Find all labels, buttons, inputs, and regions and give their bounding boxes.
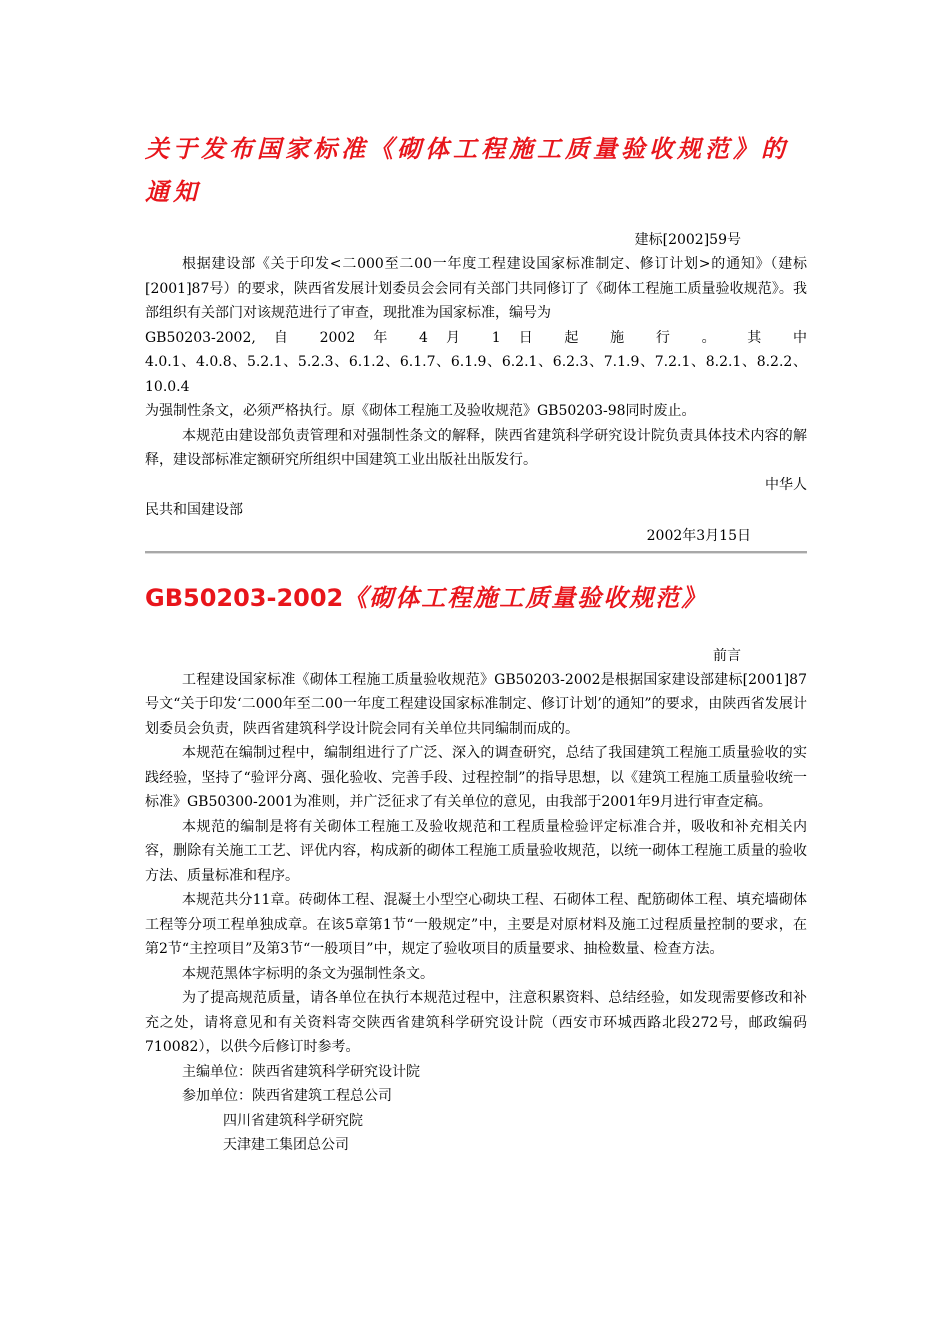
- notice-title: [145, 128, 807, 214]
- preface-paragraph: 为了提高规范质量，请各单位在执行本规范过程中，注意积累资料、总结经验，如发现需要修改和补充之处，请将意见和有关资料寄交陕西省建筑科学研究设计院（西安市环城西路北段272号，邮政编码710082），以供今后修订时参考。: [145, 990, 807, 1055]
- document-page: [145, 128, 807, 1158]
- preface-paragraph: 本规范黑体字标明的条文为强制性条文。: [182, 965, 434, 982]
- participating-unit-item: 天津建工集团总公司: [223, 1137, 349, 1153]
- signer-right: 中华人: [765, 476, 807, 493]
- preface-heading: 前言: [713, 647, 741, 664]
- preface-paragraph: 本规范的编制是将有关砌体工程施工及验收规范和工程质量检验评定标准合并，吸收和补充相关内容，删除有关施工工艺、评优内容，构成新的砌体工程施工质量验收规范，以统一砌体工程施工质量的验收方法、质量标准和程序。: [145, 818, 807, 884]
- notice-date: 2002年3月15日: [646, 527, 751, 544]
- horizontal-divider: [145, 551, 807, 554]
- notice-paragraph-1-spread: GB50203-2002, 自 2002 年 4 月 1 日 起 施 行 。 其 中: [145, 329, 807, 346]
- participating-unit: 参加单位：陕西省建筑工程总公司: [182, 1088, 392, 1104]
- standard-title: [145, 578, 807, 618]
- participating-unit-item: 四川省建筑科学研究院: [223, 1112, 363, 1129]
- standard-code: GB50203-2002: [145, 583, 344, 612]
- chief-unit: 主编单位：陕西省建筑科学研究设计院: [182, 1063, 420, 1080]
- notice-title-line1: 关于发布国家标准《砌体工程施工质量验收规范》的: [145, 135, 789, 163]
- preface-paragraph: 本规范共分11章。砖砌体工程、混凝土小型空心砌块工程、石砌体工程、配筋砌体工程、填充墙砌体工程等分项工程单独成章。在该5章第1节“一般规定”中，主要是对原材料及施工过程质量控制的要求，在第2节“主控项目”及第3节“一般项目”中，规定了验收项目的质量要求、抽检数量、检查方法。: [145, 892, 807, 957]
- notice-paragraph-2: 本规范由建设部负责管理和对强制性条文的解释，陕西省建筑科学研究设计院负责具体技术内容的解释，建设部标准定额研究所组织中国建筑工业出版社出版发行。: [145, 427, 807, 468]
- notice-paragraph-1a: 根据建设部《关于印发<二000至二00一年度工程建设国家标准制定、修订计划>的通知》（建标[2001]87号）的要求，陕西省发展计划委员会会同有关部门共同修订了《砌体工程施工质量验收规范》。我部组织有关部门对该规范进行了审查，现批准为国家标准，编号为: [145, 256, 807, 321]
- notice-clause-list: 4.0.1、4.0.8、5.2.1、5.2.3、6.1.2、6.1.7、6.1.9、6.2.1、6.2.3、7.1.9、7.2.1、8.2.1、8.2.2、10.0.4: [145, 354, 807, 395]
- standard-name: 《砌体工程施工质量验收规范》: [343, 583, 708, 612]
- notice-paragraph-1b: 为强制性条文，必须严格执行。原《砌体工程施工及验收规范》GB50203-98同时废止。: [145, 403, 696, 419]
- notice-title-line2: 通知: [145, 178, 201, 206]
- preface-paragraph: 工程建设国家标准《砌体工程施工质量验收规范》GB50203-2002是根据国家建设部建标[2001]87号文“关于印发‘二000年至二00一年度工程建设国家标准制定、修订计划’的通知”的要求，由陕西省发展计划委员会负责，陕西省建筑科学设计院会同有关单位共同编制而成的。: [145, 671, 807, 737]
- signer-left: 民共和国建设部: [145, 501, 243, 518]
- preface-paragraph: 本规范在编制过程中，编制组进行了广泛、深入的调查研究，总结了我国建筑工程施工质量验收的实践经验，坚持了“验评分离、强化验收、完善手段、过程控制”的指导思想，以《建筑工程施工质量验收统一标准》GB50300-2001为准则，并广泛征求了有关单位的意见，由我部于2001年9月进行审查定稿。: [145, 745, 807, 810]
- doc-number: 建标[2002]59号: [634, 232, 741, 248]
